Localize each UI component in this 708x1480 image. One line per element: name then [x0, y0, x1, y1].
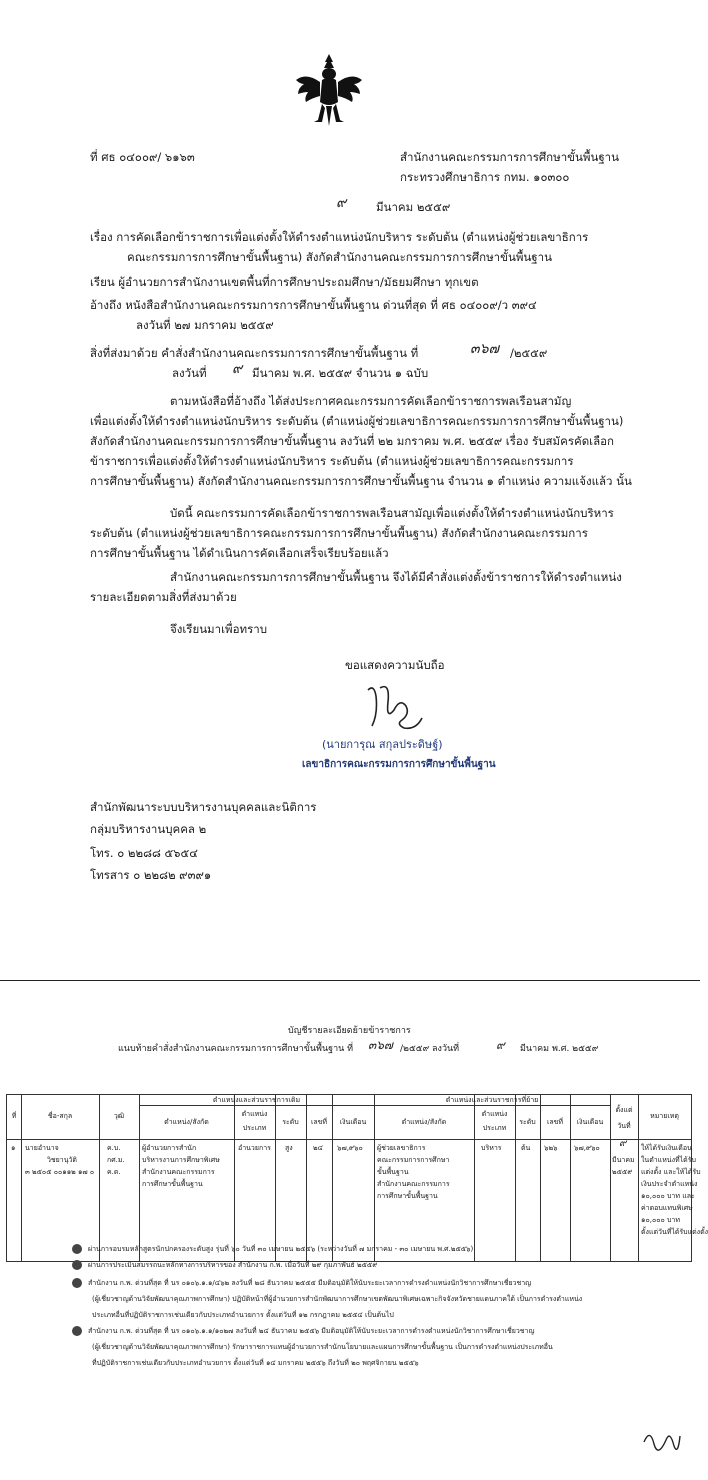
- paragraph-2-line: ระดับต้น (ตำแหน่งผู้ช่วยเลขาธิการคณะกรรมการการศึกษาขั้นพื้นฐาน) สังกัดสำนักงานคณะกรรมการ: [90, 526, 588, 540]
- paragraph-3-line: รายละเอียดตามสิ่งที่ส่งมาด้วย: [90, 590, 237, 604]
- paragraph-1-line: ตามหนังสือที่อ้างถึง ได้ส่งประกาศคณะกรรมการคัดเลือกข้าราชการพลเรือนสามัญ: [170, 394, 572, 408]
- note-line: (ผู้เชี่ยวชาญด้านวิจัยพัฒนาคุณภาพการศึกษา) รักษาราชการแทนผู้อำนวยการสำนักนโยบายและแผนการศึกษาขั้นพื้นฐาน เป็นการดำรงตำแหน่งประเภทอื่น: [92, 1343, 553, 1351]
- header-no: ที่: [11, 1112, 17, 1120]
- header-name: ชื่อ-สกุล: [47, 1112, 73, 1120]
- reference-number: ที่ ศธ ๐๔๐๐๙/ ๖๑๖๓: [90, 150, 195, 164]
- closing-line: จึงเรียนมาเพื่อทราบ: [170, 622, 268, 636]
- enclosure-date-label: ลงวันที่: [172, 366, 207, 380]
- note-line: ผ่านการประเมินสมรรถนะหลักทางการบริหารของ สำนักงาน ก.พ. เมื่อวันที่ ๒๙ กุมภาพันธ์ ๒๕๕๙: [88, 1261, 378, 1269]
- row-no: ๑: [11, 1144, 16, 1152]
- footer-phone: โทร. ๐ ๒๒๘๘ ๕๖๕๔: [90, 846, 198, 860]
- attachment-title: บัญชีรายละเอียดย้ายข้าราชการ: [288, 1026, 411, 1036]
- row-remarks: ตั้งแต่วันที่ได้รับแต่งตั้ง: [641, 1228, 708, 1236]
- paragraph-2-line: การศึกษาขั้นพื้นฐาน ได้ดำเนินการคัดเลือกเสร็จเรียบร้อยแล้ว: [90, 546, 389, 560]
- attachment-order-year: /๒๕๕๙ ลงวันที่: [400, 1044, 460, 1054]
- note-line: ที่ปฏิบัติราชการเช่นเดียวกับประเภทอำนวยการ ตั้งแต่วันที่ ๑๔ มกราคม ๒๕๕๖ ถึงวันที่ ๒๐ พฤศจิกายน ๒๕๕๖: [92, 1359, 419, 1367]
- note-line: สำนักงาน ก.พ. ด่วนที่สุด ที่ นร ๐๑๐๖.๑.๑/๑๐๒๗ ลงวันที่ ๒๔ ธันวาคม ๒๕๕๖ มีมติอนุมัติให้นับระยะเวลาการดำรงตำแหน่งนักวิชาการศึกษาเชี่ยวชาญ: [88, 1327, 535, 1335]
- row-new-position: คณะกรรมการการศึกษา: [377, 1156, 450, 1164]
- paragraph-1-line: การศึกษาขั้นพื้นฐาน) สังกัดสำนักงานคณะกรรมการการศึกษาขั้นพื้นฐาน จำนวน ๑ ตำแหน่ง ความแจ้งแล้ว นั้น: [90, 474, 632, 488]
- header-new-salary: เงินเดือน: [576, 1118, 604, 1126]
- row-effective-day: ๙: [619, 1138, 627, 1149]
- row-id-number: ๓ ๒๕๐๕ ๐๐๑๑๒ ๑๗ ๐: [25, 1168, 95, 1176]
- row-remarks: ให้ได้รับเงินเดือน: [641, 1144, 692, 1152]
- enclosure-order-number: ๓๖๗: [470, 341, 499, 357]
- header-new-level: ระดับ: [519, 1118, 536, 1126]
- row-old-number: ๒๔: [313, 1144, 323, 1152]
- note-line: ประเภทอื่นที่ปฏิบัติราชการเช่นเดียวกับประเภทอำนวยการ ตั้งแต่วันที่ ๑๒ กรกฎาคม ๒๕๕๔ เป็นต้นไป: [92, 1311, 394, 1319]
- row-effective: ๒๕๕๙: [612, 1168, 633, 1176]
- header-degree: วุฒิ: [113, 1112, 125, 1120]
- header-new-group: ตำแหน่งและส่วนราชการที่ย้าย: [445, 1096, 539, 1104]
- subject-line-2: คณะกรรมการการศึกษาขั้นพื้นฐาน) สังกัดสำนักงานคณะกรรมการการศึกษาขั้นพื้นฐาน: [127, 250, 552, 264]
- row-remarks: แต่งตั้ง และให้ได้รับ: [641, 1168, 701, 1176]
- row-old-position: การศึกษาขั้นพื้นฐาน: [142, 1180, 203, 1188]
- row-degree: ค.บ.: [107, 1144, 121, 1152]
- row-name-2: วิชยานุวัติ: [47, 1156, 77, 1164]
- paragraph-3-line: สำนักงานคณะกรรมการการศึกษาขั้นพื้นฐาน จึงได้มีคำสั่งแต่งตั้งข้าราชการให้ดำรงตำแหน่ง: [170, 570, 622, 584]
- header-effective-1: ตั้งแต่: [615, 1106, 633, 1114]
- date-day: ๙: [336, 195, 347, 211]
- header-old-number: เลขที่: [310, 1118, 328, 1126]
- row-remarks: เงินประจำตำแหน่ง: [641, 1180, 698, 1188]
- row-new-position: การศึกษาขั้นพื้นฐาน: [377, 1192, 438, 1200]
- header-effective-2: วันที่: [617, 1122, 631, 1130]
- row-old-position: บริหารงานการศึกษาพิเศษ: [142, 1156, 220, 1164]
- footer-fax: โทรสาร ๐ ๒๒๘๒ ๙๓๙๑: [90, 868, 212, 882]
- transfer-table: [6, 1094, 708, 1262]
- reference-line-1: อ้างถึง หนังสือสำนักงานคณะกรรมการการศึกษาขั้นพื้นฐาน ด่วนที่สุด ที่ ศธ ๐๔๐๐๙/ว ๓๙๔: [90, 298, 537, 312]
- header-old-position: ตำแหน่ง/สังกัด: [164, 1118, 209, 1126]
- bullet-icon: [72, 1260, 82, 1270]
- initials-signature-icon: [640, 1422, 684, 1462]
- page-divider: [0, 980, 700, 1023]
- paragraph-1-line: ข้าราชการเพื่อแต่งตั้งให้ดำรงตำแหน่งนักบริหาร ระดับต้น (ตำแหน่งผู้ช่วยเลขาธิการคณะกรรมการ: [90, 454, 574, 468]
- row-degree: ค.ด.: [107, 1168, 121, 1176]
- row-old-position: ผู้อำนวยการสำนัก: [142, 1144, 197, 1152]
- enclosure-order-year: /๒๕๕๙: [510, 346, 548, 360]
- garuda-emblem-icon: [292, 50, 366, 130]
- paragraph-2-line: บัดนี้ คณะกรรมการคัดเลือกข้าราชการพลเรือนสามัญเพื่อแต่งตั้งให้ดำรงตำแหน่งนักบริหาร: [170, 506, 614, 520]
- row-new-position: ผู้ช่วยเลขาธิการ: [377, 1144, 426, 1152]
- paragraph-1-line: สังกัดสำนักงานคณะกรรมการการศึกษาขั้นพื้นฐาน ลงวันที่ ๒๒ มกราคม พ.ศ. ๒๕๕๙ เรื่อง รับสมัครคัดเลือก: [90, 434, 615, 448]
- row-remarks: ๑๐,๐๐๐ บาท และ: [641, 1192, 695, 1200]
- org-name: สำนักงานคณะกรรมการการศึกษาขั้นพื้นฐาน: [400, 150, 619, 164]
- row-old-position: สำนักงานคณะกรรมการ: [142, 1168, 215, 1176]
- signer-title: เลขาธิการคณะกรรมการการศึกษาขั้นพื้นฐาน: [302, 759, 496, 770]
- attachment-page: [0, 1022, 708, 1480]
- header-new-type-2: ประเภท: [482, 1124, 507, 1132]
- header-old-level: ระดับ: [282, 1118, 299, 1126]
- row-new-position: สำนักงานคณะกรรมการ: [377, 1180, 450, 1188]
- row-remarks: ๑๐,๐๐๐ บาท: [641, 1216, 680, 1224]
- enclosure-date-rest: มีนาคม พ.ศ. ๒๕๕๙ จำนวน ๑ ฉบับ: [252, 366, 429, 380]
- footer-division: สำนักพัฒนาระบบบริหารงานบุคคลและนิติการ: [90, 800, 317, 814]
- row-new-position: ขั้นพื้นฐาน: [377, 1168, 409, 1176]
- attachment-date-rest: มีนาคม พ.ศ. ๒๕๕๙: [520, 1044, 599, 1054]
- row-new-level: ต้น: [521, 1144, 531, 1152]
- date: มีนาคม ๒๕๕๙: [376, 200, 451, 214]
- header-old-type-2: ประเภท: [242, 1124, 267, 1132]
- row-degree: กศ.ม.: [107, 1156, 125, 1164]
- reference-line-2: ลงวันที่ ๒๗ มกราคม ๒๕๕๙: [136, 318, 274, 332]
- row-name-1: นายอำนาจ: [25, 1144, 59, 1152]
- paragraph-1-line: เพื่อแต่งตั้งให้ดำรงตำแหน่งนักบริหาร ระดับต้น (ตำแหน่งผู้ช่วยเลขาธิการคณะกรรมการการศึกษาขั้นพื้นฐาน): [90, 414, 624, 428]
- bullet-icon: [72, 1244, 82, 1254]
- note-line: ผ่านการอบรมหลักสูตรนักปกครองระดับสูง รุ่นที่ ๖๐ วันที่ ๓๐ เมษายน ๒๕๕๖ (ระหว่างวันที่ ๗ มกราคม - ๓๐ เมษายน พ.ศ.๒๕๕๖): [88, 1245, 474, 1253]
- header-new-position: ตำแหน่ง/สังกัด: [401, 1118, 447, 1126]
- attachment-subtitle: แนบท้ายคำสั่งสำนักงานคณะกรรมการการศึกษาขั้นพื้นฐาน ที่: [118, 1044, 354, 1054]
- row-old-type: อำนวยการ: [238, 1144, 271, 1152]
- enclosure-line-1: สิ่งที่ส่งมาด้วย คำสั่งสำนักงานคณะกรรมการการศึกษาขั้นพื้นฐาน ที่: [90, 346, 419, 360]
- row-new-number: ๖๒๖: [544, 1144, 558, 1152]
- note-line: (ผู้เชี่ยวชาญด้านวิจัยพัฒนาคุณภาพการศึกษา) ปฏิบัติหน้าที่ผู้อำนวยการสำนักพัฒนาการศึกษาเขตพัฒนาพิเศษเฉพาะกิจจังหวัดชายแดนภาคใต้ เป็นการดำรงตำแหน่ง: [92, 1295, 583, 1303]
- bullet-icon: [72, 1278, 82, 1288]
- row-old-salary: ๖๗,๙๖๐: [337, 1144, 363, 1152]
- header-new-number: เลขที่: [546, 1118, 564, 1126]
- row-effective: มีนาคม: [612, 1156, 635, 1164]
- header-old-type-1: ตำแหน่ง: [241, 1110, 268, 1118]
- header-old-salary: เงินเดือน: [339, 1118, 367, 1126]
- enclosure-date-day: ๙: [232, 361, 243, 377]
- recipient-line: เรียน ผู้อำนวยการสำนักงานเขตพื้นที่การศึกษาประถมศึกษา/มัธยมศึกษา ทุกเขต: [90, 275, 479, 289]
- regards-line: ขอแสดงความนับถือ: [345, 658, 445, 672]
- attachment-order-number: ๓๖๗: [368, 1038, 393, 1052]
- row-remarks: ค่าตอบแทนพิเศษ: [641, 1204, 693, 1212]
- row-old-level: สูง: [285, 1144, 293, 1152]
- attachment-date-day: ๙: [496, 1038, 505, 1052]
- header-remarks: หมายเหตุ: [650, 1112, 679, 1120]
- org-address: กระทรวงศึกษาธิการ กทม. ๑๐๓๐๐: [400, 170, 570, 184]
- bullet-icon: [72, 1326, 82, 1336]
- note-line: สำนักงาน ก.พ. ด่วนที่สุด ที่ นร ๐๑๐๖.๑.๑/๔๖๒ ลงวันที่ ๒๘ ธันวาคม ๒๕๕๕ มีมติอนุมัติให้นับระยะเวลาการดำรงตำแหน่งนักวิชาการศึกษาเชี่ยวชาญ: [88, 1279, 532, 1287]
- row-remarks: ในตำแหน่งที่ได้รับ: [641, 1156, 696, 1164]
- row-new-type: บริหาร: [481, 1144, 502, 1152]
- header-new-type-1: ตำแหน่ง: [481, 1110, 508, 1118]
- signature-icon: [360, 680, 430, 734]
- subject-line-1: เรื่อง การคัดเลือกข้าราชการเพื่อแต่งตั้งให้ดำรงตำแหน่งนักบริหาร ระดับต้น (ตำแหน่งผู้ช่วยเลขาธิการ: [90, 230, 589, 244]
- footer-group: กลุ่มบริหารงานบุคคล ๒: [90, 822, 207, 836]
- signer-name: (นายการุณ สกุลประดิษฐ์): [322, 738, 443, 751]
- row-new-salary: ๖๗,๙๖๐: [574, 1144, 600, 1152]
- header-old-group: ตำแหน่งและส่วนราชการเดิม: [212, 1096, 301, 1104]
